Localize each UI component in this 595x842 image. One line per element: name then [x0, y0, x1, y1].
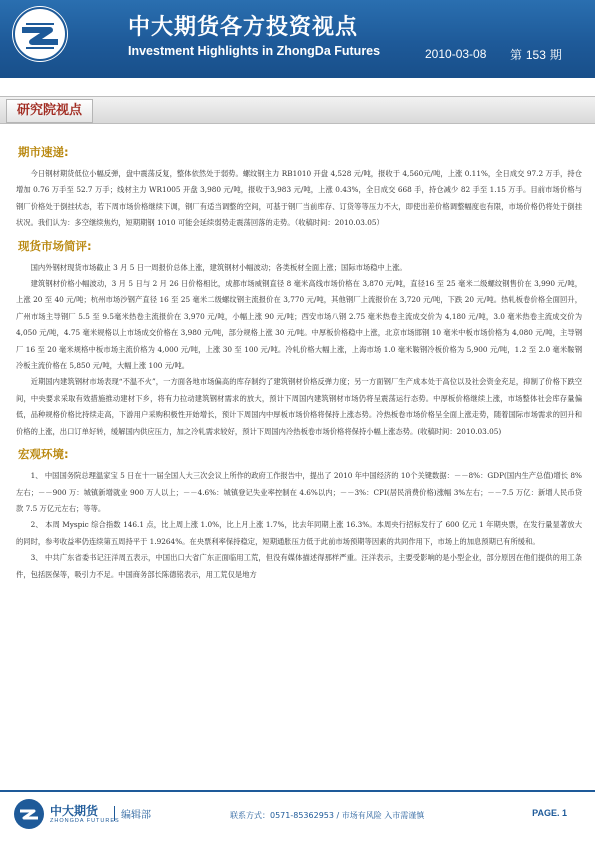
- section-spot-market: [16, 238, 582, 440]
- paragraph: 2、 本周 Myspic 综合指数 146.1 点，比上周上涨 1.0%，比上月上涨 1.7%，比去年同期上涨 16.3%。本周央行招标发行了 600 亿元 1 年期央票，在发行量显著放大的同时，参考收益率仍连续第五周持平于 1.9264%。在央票利率保持稳定，短期通胀压力低于此前市场预期等因素的共同作用下，市场上的加息预期已有所缓和。: [16, 520, 582, 546]
- article-body: [16, 138, 582, 786]
- footer-brand-en: ZHONGDA FUTURES: [50, 818, 120, 824]
- paragraph: 3、 中共广东省委书记汪洋周五表示，中国出口大省广东正面临用工荒，但没有媒体描述得那样严重。汪洋表示，主要受影响的是小型企业，部分原因在他们提供的用工条件，包括医保等，吸引力不足。中国商务部长陈德铭表示，用工荒仅是地方: [16, 553, 582, 579]
- header-title-en: Investment Highlights in ZhongDa Futures: [128, 44, 381, 58]
- issue-number: [510, 46, 562, 63]
- footer-department: 编辑部: [114, 806, 151, 821]
- footer-logo-icon: [14, 799, 44, 829]
- issue-number-value: 153: [525, 48, 546, 62]
- section-macro: [16, 446, 582, 583]
- paragraph: 今日钢材期货低位小幅反弹，盘中震荡反复，整体依然处于弱势。螺纹钢主力 RB1010 开盘 4,528 元/吨，报收于 4,560元/吨，上涨 0.11%，全日成交 97.2 万手，持仓增加 0.76 万手至 52.7 万手；线材主力 WR1005 开盘 3,980 元/吨，报收于3,983 元/吨，上涨 0.43%，全日成交 668 手，持仓减少 82 手至 1.15 万手。目前市场价格与钢厂价格处于倒挂状态，若下周市场价格继续下调，钢厂有适当调整的空间，可基于钢厂当前库存、订货等等压力不大，即使出差价格调整幅度也有限，市场价格仍将处于倒挂状况。我们认为：多空继续焦灼，短期期钢 1010 可能会延续弱势走震荡回落的走势。（收稿时间：2010.03.05）: [16, 169, 582, 228]
- paragraph: 建筑钢材价格小幅波动，3 月 5 日与 2 月 26 日价格相比，成都市场威钢直径 8 毫米高线市场价格在 3,870 元/吨，直径16 至 25 毫米二级螺纹钢售价在 3,990 元/吨，上涨 20 至 40 元/吨；杭州市场沙钢产直径 16 至 25 毫米二级螺纹钢主流报价在 3,770 元/吨，其他钢厂上流报价在 3,720 元/吨，下跌 20 元/吨。热轧板卷价格全面回升，广州市场主导钢厂 5.5 至 9.5毫米热卷主流报价在 3,970 元/吨，小幅上涨 90 元/吨；西安市场八钢 2.75 毫米热卷主流成交价为 4,180 元/吨，3.0 毫米热卷主流成交价为 4,050 元/吨，4.75 毫米规格以上市场成交价格在 3,980 元/吨，部分规格上涨 30 元/吨。中厚板价格稳中上涨，北京市场邯钢 10 毫米中板市场价格为 4,080 元/吨，主导钢厂 16 至 20 毫米规格中板市场主流价格为 4,000 元/吨，上涨 30 至 100 元/吨。冷轧价格大幅上涨，上海市场 1.0 毫米鞍钢冷板价格为 5,900 元/吨，1.2 至 2.0 毫米鞍钢冷板主流价格在 5,850 元/吨，大幅上涨 100 元/吨。: [16, 279, 582, 371]
- section-heading: 宏观环境:: [18, 447, 69, 462]
- issue-date: 2010-03-08: [425, 47, 487, 61]
- section-bar: [0, 96, 595, 124]
- header-title-cn: 中大期货各方投资视点: [128, 15, 359, 40]
- issue-suffix: 期: [549, 48, 562, 62]
- footer-divider: [0, 790, 595, 792]
- page-footer: [0, 790, 595, 842]
- paragraph: 近期国内建筑钢材市场表现“不温不火”，一方面各地市场偏高的库存制约了建筑钢材价格反弹力度；另一方面钢厂生产成本处于高位以及社会资金充足，抑制了价格下跌空间，中央要求采取有效措施推动建材下乡，将有力拉动建筑钢材需求的放大，预计下周国内建筑钢材市场仍将呈震荡运行态势。中厚板价格继续上涨，市场整体社会库存量偏低，品种规格价格比持续走高，下游用户采购积极性开始增长，预计下周国内中厚板市场价格将保持上涨态势。冷热板卷市场价格呈全面上涨走势，随着国际市场需求的回升和价格的上涨，出口订单好转，缓解国内供应压力，加之冷轧需求较好，预计下周国内冷热板卷市场价格将保持小幅上涨态势。(收稿时间：2010.03.05): [16, 377, 582, 436]
- zhongda-logo-icon: [12, 6, 68, 62]
- issue-prefix: 第: [510, 48, 523, 62]
- section-heading: 期市速递:: [18, 145, 69, 159]
- paragraph: 1、 中国国务院总理温家宝 5 日在十一届全国人大三次会议上所作的政府工作报告中，提出了 2010 年中国经济的 10个关键数据：－－8%：GDP(国内生产总值)增长 8%左右；－－900 万：城镇新增就业 900 万人以上；－－4.6%：城镇登记失业率控制在 4.6%以内；－－3%：CPI(居民消费价格)涨幅 3%左右；－－7.5 万亿：新增人民币贷款 7.5 万亿元左右；等等。: [16, 471, 582, 513]
- footer-contact: 联系方式：0571-85362953 / 市场有风险 入市需谨慎: [230, 811, 425, 820]
- footer-brand: 中大期货: [50, 804, 99, 818]
- section-futures: [16, 144, 582, 232]
- paragraph: 国内外钢材现货市场截止 3 月 5 日一周报价总体上涨，建筑钢材小幅波动；各类板材全面上涨；国际市场稳中上涨。: [30, 262, 407, 272]
- page-header: [0, 0, 595, 78]
- page-number: PAGE. 1: [532, 808, 567, 818]
- section-heading: 现货市场简评:: [18, 238, 92, 253]
- section-tab-research: 研究院视点: [6, 99, 93, 123]
